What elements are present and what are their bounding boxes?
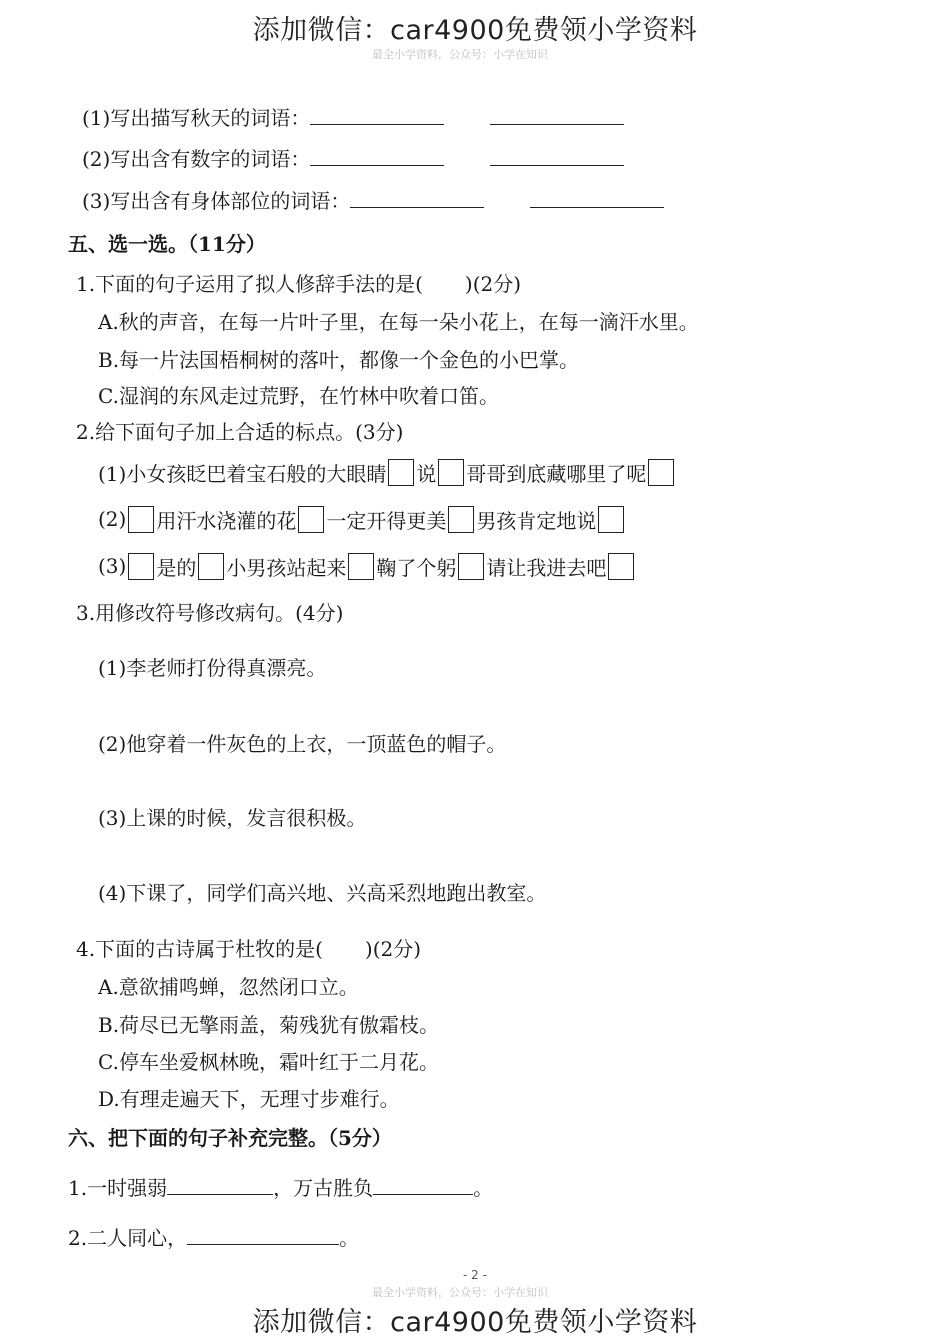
watermark-top: 添加微信：car4900免费领小学资料	[252, 15, 698, 46]
question-1-text: 1.下面的句子运用了拟人修辞手法的是(	[76, 272, 423, 296]
sentence-text: 用汗水浇灌的花	[156, 508, 297, 533]
punctuation-box[interactable]	[198, 553, 224, 580]
sentence-text: 。	[339, 1226, 360, 1250]
word-item-label: (1)写出描写秋天的词语：	[82, 106, 311, 130]
answer-blank[interactable]	[187, 1224, 339, 1245]
punctuation-box[interactable]	[348, 553, 374, 580]
faint-footer-text: 最全小学资料，公众号：小学在知识	[372, 1286, 548, 1299]
watermark-bottom: 添加微信：car4900免费领小学资料	[252, 1307, 698, 1338]
answer-blank[interactable]	[310, 104, 444, 125]
q4-option-a: A.意欲捕鸣蝉，忽然闭口立。	[98, 975, 359, 999]
sentence-text: 2.二人同心，	[68, 1226, 188, 1250]
answer-blank[interactable]	[490, 104, 624, 125]
answer-blank[interactable]	[373, 1174, 473, 1195]
sentence-text: 一定开得更美	[326, 508, 447, 533]
word-item-label: (2)写出含有数字的词语：	[82, 147, 311, 171]
answer-blank[interactable]	[490, 145, 624, 166]
q4-option-d: D.有理走遍天下，无理寸步难行。	[98, 1087, 400, 1111]
sentence-text: ，万古胜负	[273, 1176, 374, 1200]
word-item-1	[82, 102, 624, 131]
punctuation-sentence-1	[98, 456, 676, 488]
sentence-text: (3)	[98, 554, 127, 578]
punctuation-box[interactable]	[608, 553, 634, 580]
punctuation-box[interactable]	[448, 506, 474, 533]
question-3-stem: 3.用修改符号修改病句。(4分)	[76, 601, 344, 625]
sentence-text: 哥哥到底藏哪里了呢	[466, 461, 647, 486]
answer-blank[interactable]	[167, 1174, 273, 1195]
question-4-score: )(2分)	[364, 937, 422, 961]
question-2-stem: 2.给下面句子加上合适的标点。(3分)	[76, 420, 404, 444]
sick-sentence-4: (4)下课了，同学们高兴地、兴高采烈地跑出教室。	[98, 881, 547, 905]
word-item-label: (3)写出含有身体部位的词语：	[82, 189, 351, 213]
word-item-3	[82, 185, 664, 214]
word-item-2	[82, 143, 624, 172]
sick-sentence-3: (3)上课的时候，发言很积极。	[98, 806, 367, 830]
q4-option-b: B.荷尽已无擎雨盖，菊残犹有傲霜枝。	[98, 1013, 440, 1037]
q1-option-c: C.湿润的东风走过荒野，在竹林中吹着口笛。	[98, 384, 499, 408]
page-number: - 2 -	[463, 1268, 487, 1282]
punctuation-box[interactable]	[128, 506, 154, 533]
sentence-text: 请让我进去吧	[486, 555, 607, 580]
answer-blank[interactable]	[350, 187, 484, 208]
punctuation-box[interactable]	[298, 506, 324, 533]
punctuation-box[interactable]	[438, 459, 464, 486]
sentence-text: 鞠了个躬	[376, 555, 457, 580]
question-1-stem	[76, 268, 521, 297]
question-1-score: )(2分)	[464, 272, 522, 296]
sentence-text: 。	[473, 1176, 494, 1200]
faint-header-text: 最全小学资料，公众号：小学在知识	[372, 48, 548, 61]
sentence-text: 男孩肯定地说	[476, 508, 597, 533]
punctuation-box[interactable]	[648, 459, 674, 486]
punctuation-box[interactable]	[388, 459, 414, 486]
question-4-text: 4.下面的古诗属于杜牧的是(	[76, 937, 323, 961]
section-5-title: 五、选一选。（11分）	[68, 232, 266, 256]
punctuation-box[interactable]	[458, 553, 484, 580]
sentence-text: (2)	[98, 507, 127, 531]
answer-blank[interactable]	[530, 187, 664, 208]
q4-option-c: C.停车坐爱枫林晚，霜叶红于二月花。	[98, 1050, 439, 1074]
q1-option-a: A.秋的声音，在每一片叶子里，在每一朵小花上，在每一滴汗水里。	[98, 310, 699, 334]
sentence-text: 说	[416, 461, 437, 486]
sick-sentence-1: (1)李老师打份得真漂亮。	[98, 656, 327, 680]
completion-sentence-1	[68, 1172, 493, 1201]
punctuation-box[interactable]	[598, 506, 624, 533]
completion-sentence-2	[68, 1222, 359, 1251]
sentence-text: (1)小女孩眨巴着宝石般的大眼睛	[98, 461, 387, 486]
sentence-text: 小男孩站起来	[226, 555, 347, 580]
section-6-title: 六、把下面的句子补充完整。（5分）	[68, 1126, 392, 1150]
q1-option-b: B.每一片法国梧桐树的落叶，都像一个金色的小巴掌。	[98, 348, 580, 372]
punctuation-sentence-3	[98, 550, 636, 582]
sentence-text: 1.一时强弱	[68, 1176, 168, 1200]
sentence-text: 是的	[156, 555, 197, 580]
sick-sentence-2: (2)他穿着一件灰色的上衣，一顶蓝色的帽子。	[98, 732, 507, 756]
punctuation-sentence-2	[98, 503, 626, 535]
question-4-stem	[76, 933, 421, 962]
answer-blank[interactable]	[310, 145, 444, 166]
punctuation-box[interactable]	[128, 553, 154, 580]
